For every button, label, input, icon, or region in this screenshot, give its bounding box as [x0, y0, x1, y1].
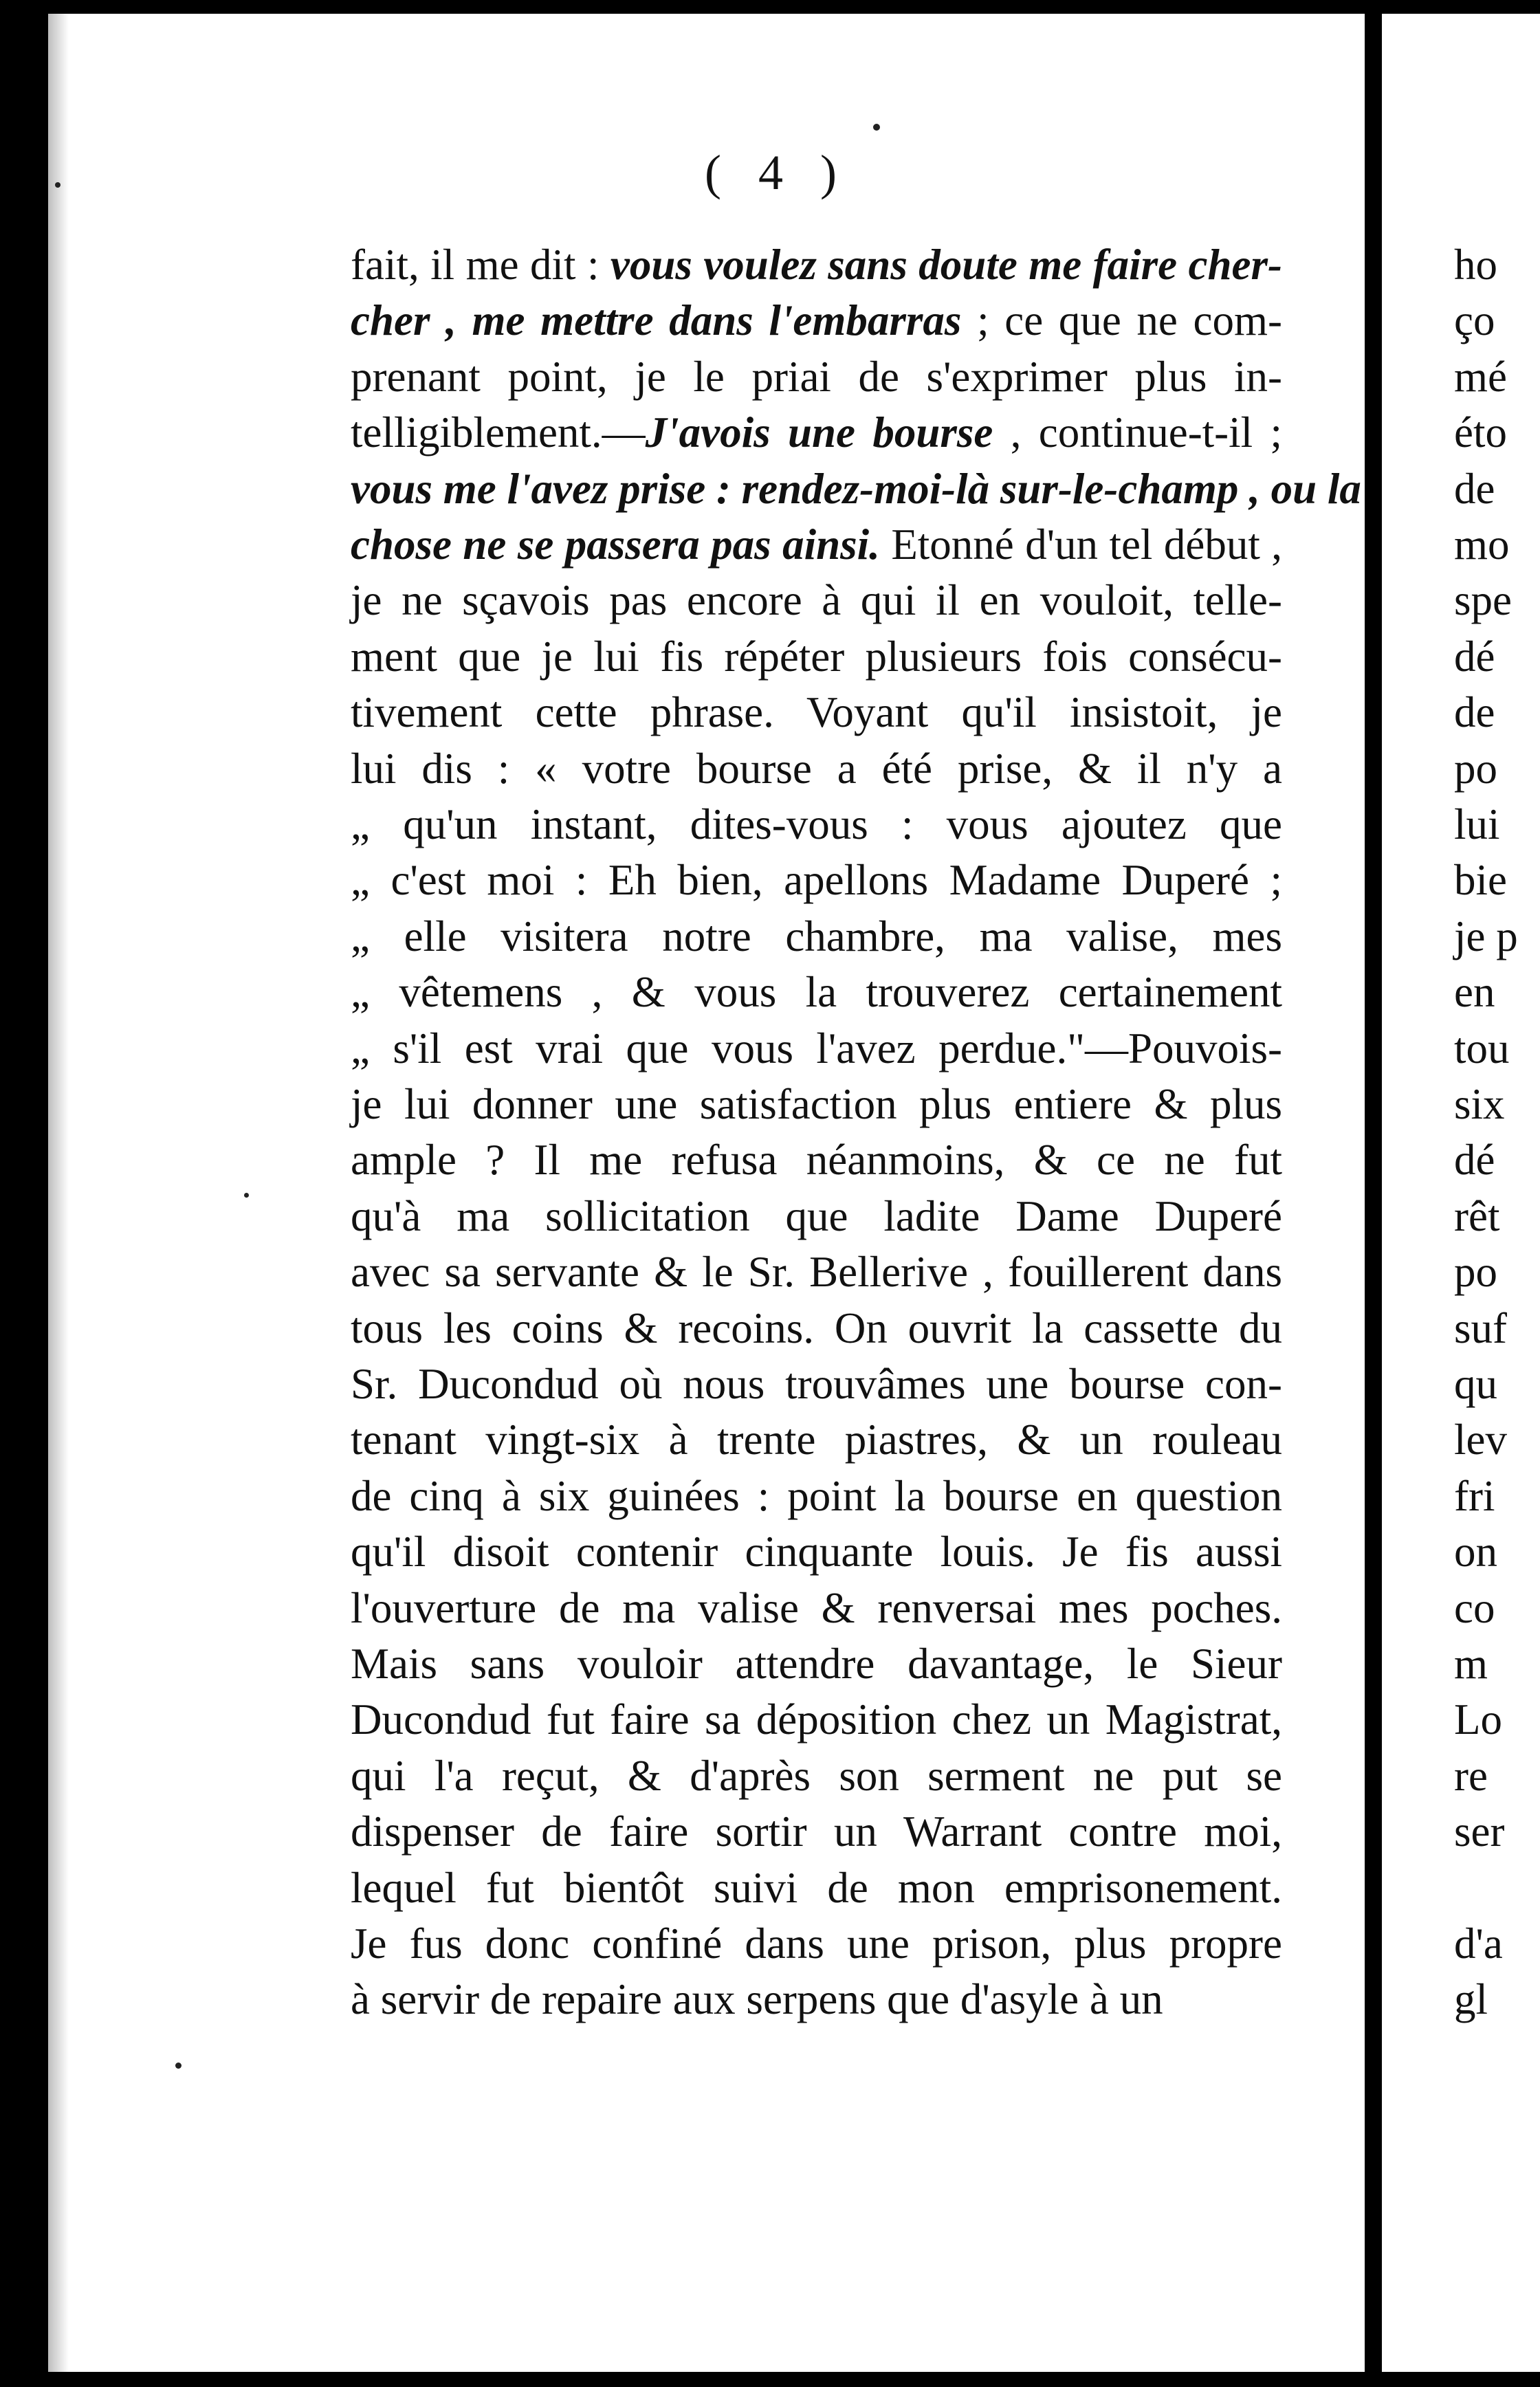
page-gutter-shadow [48, 14, 69, 2372]
text-line [351, 520, 1282, 569]
text-line [351, 1024, 1282, 1072]
text-line [351, 1864, 1282, 1912]
text-segment: Je fus donc confiné dans une prison, plus propre [351, 1920, 1282, 1968]
adjacent-page-fragment: six [1454, 1080, 1505, 1128]
italic-segment: vous voulez sans doute me faire cher- [610, 241, 1282, 289]
text-line [351, 1640, 1282, 1688]
adjacent-page-fragment: po [1454, 1248, 1497, 1297]
adjacent-page-fragment: d'a [1454, 1920, 1503, 1968]
text-line [351, 745, 1282, 793]
italic-segment: J'avois une bourse [645, 408, 993, 457]
adjacent-page-fragment: éto [1454, 408, 1507, 457]
text-segment: Sr. Ducondud où nous trouvâmes une bourse con- [351, 1360, 1282, 1408]
text-line [351, 1528, 1282, 1576]
text-segment: prenant point, je le priai de s'exprimer plus in- [351, 352, 1282, 401]
text-line [351, 688, 1282, 736]
text-segment: lequel fut bientôt suivi de mon emprisonement. [351, 1863, 1282, 1912]
text-line [351, 1304, 1282, 1352]
text-line [351, 1416, 1282, 1464]
adjacent-page-fragment: on [1454, 1528, 1497, 1576]
adjacent-page-fragment: qu [1454, 1360, 1497, 1408]
text-segment: avec sa servante & le Sr. Bellerive , fouillerent dans [351, 1248, 1282, 1297]
text-segment: qu'il disoit contenir cinquante louis. Je fis aussi [351, 1528, 1282, 1576]
adjacent-page-fragment: tou [1454, 1024, 1510, 1072]
text-segment: Mais sans vouloir attendre davantage, le Sieur [351, 1640, 1282, 1688]
text-segment: de cinq à six guinées : point la bourse en question [351, 1471, 1282, 1520]
adjacent-page-fragment: en [1454, 968, 1495, 1017]
text-segment: tenant vingt-six à trente piastres, & un rouleau [351, 1416, 1282, 1464]
italic-segment: cher , me mettre dans l'embarras [351, 296, 962, 345]
text-segment: tivement cette phrase. Voyant qu'il insistoit, je [351, 688, 1282, 737]
text-line [351, 856, 1282, 904]
text-segment: je lui donner une satisfaction plus entiere & plus [351, 1080, 1282, 1128]
text-line [351, 1695, 1282, 1744]
text-line [351, 1136, 1282, 1184]
adjacent-page-fragment: ho [1454, 241, 1497, 289]
adjacent-page-fragment: lev [1454, 1416, 1507, 1464]
adjacent-page-fragment: ço [1454, 296, 1495, 345]
text-segment: , continue-t-il ; [993, 408, 1282, 457]
text-line [351, 912, 1282, 960]
text-segment: fait, il me dit : [351, 241, 610, 289]
text-segment: je ne sçavois pas encore à qui il en vouloit, telle- [351, 576, 1282, 625]
scan-speck [175, 2062, 182, 2069]
text-segment: qu'à ma sollicitation que ladite Dame Duperé [351, 1191, 1282, 1240]
text-segment: à servir de repaire aux serpens que d'asyle à un [351, 1975, 1163, 2024]
scan-speck [873, 124, 880, 131]
text-segment: qui l'a reçut, & d'après son serment ne put se [351, 1751, 1282, 1800]
text-line [351, 1584, 1282, 1632]
italic-segment: chose ne se passera pas ainsi. [351, 520, 880, 569]
text-segment: „ c'est moi : Eh bien, apellons Madame Duperé ; [351, 856, 1282, 905]
text-segment: ment que je lui fis répéter plusieurs fois consécu- [351, 632, 1282, 681]
adjacent-page-fragment: gl [1454, 1975, 1488, 2024]
text-line [351, 408, 1282, 456]
text-segment: tous les coins & recoins. On ouvrit la cassette du [351, 1304, 1282, 1352]
text-line [351, 576, 1282, 624]
adjacent-page-fragment: mé [1454, 352, 1507, 401]
text-segment: Ducondud fut faire sa déposition chez un Magistrat, [351, 1695, 1282, 1744]
text-line [351, 1192, 1282, 1240]
scan-speck [55, 182, 60, 188]
italic-segment: vous me l'avez prise : rendez-moi-là sur-le-champ , ou la [351, 464, 1361, 513]
adjacent-page-fragment: dé [1454, 1136, 1495, 1185]
text-segment: dispenser de faire sortir un Warrant contre moi, [351, 1807, 1282, 1856]
text-segment: „ qu'un instant, dites-vous : vous ajoutez que [351, 800, 1282, 848]
text-line [351, 968, 1282, 1016]
adjacent-page-fragment: je p [1454, 912, 1518, 960]
page-number: ( 4 ) [705, 145, 849, 200]
adjacent-page-fragment: po [1454, 744, 1497, 793]
text-segment: „ s'il est vrai que vous l'avez perdue."—Pouvois- [351, 1024, 1282, 1072]
text-line [351, 1360, 1282, 1408]
text-line [351, 241, 1282, 289]
adjacent-page-fragment: bie [1454, 856, 1507, 905]
adjacent-page-fragment: de [1454, 688, 1495, 737]
text-segment: „ vêtemens , & vous la trouverez certainement [351, 968, 1282, 1017]
text-segment: ; ce que ne com- [961, 296, 1282, 345]
adjacent-page-fragment: m [1454, 1640, 1488, 1688]
adjacent-page-fragment: fri [1454, 1471, 1495, 1520]
text-segment: ample ? Il me refusa néanmoins, & ce ne fut [351, 1136, 1282, 1185]
text-line [351, 1752, 1282, 1800]
text-segment: lui dis : « votre bourse a été prise, & il n'y a [351, 744, 1282, 793]
text-line [351, 353, 1282, 401]
text-segment: „ elle visitera notre chambre, ma valise, mes [351, 912, 1282, 960]
text-line [351, 296, 1282, 344]
adjacent-page-fragment: Lo [1454, 1695, 1502, 1744]
adjacent-page-fragment: dé [1454, 632, 1495, 681]
adjacent-page-fragment: lui [1454, 800, 1500, 848]
text-line [351, 1975, 1282, 2023]
text-segment: Etonné d'un tel début , [879, 520, 1282, 569]
text-line [351, 1807, 1282, 1856]
text-segment: telligiblement.— [351, 408, 646, 457]
text-line [351, 1248, 1282, 1296]
adjacent-page-fragment: mo [1454, 520, 1510, 569]
adjacent-page-fragment: de [1454, 464, 1495, 513]
text-segment: l'ouverture de ma valise & renversai mes poches. [351, 1583, 1282, 1632]
adjacent-page-fragment: co [1454, 1583, 1495, 1632]
text-line [351, 1080, 1282, 1128]
text-line [351, 800, 1282, 848]
scan-speck [244, 1193, 249, 1198]
text-line [351, 1472, 1282, 1520]
adjacent-page-fragment: re [1454, 1751, 1488, 1800]
adjacent-page-fragment: spe [1454, 576, 1512, 625]
adjacent-page-fragment: rêt [1454, 1191, 1500, 1240]
text-line [351, 1920, 1282, 1968]
text-line [351, 464, 1361, 513]
text-line [351, 632, 1282, 681]
adjacent-page-fragment: suf [1454, 1304, 1507, 1352]
adjacent-page-fragment: ser [1454, 1807, 1505, 1856]
